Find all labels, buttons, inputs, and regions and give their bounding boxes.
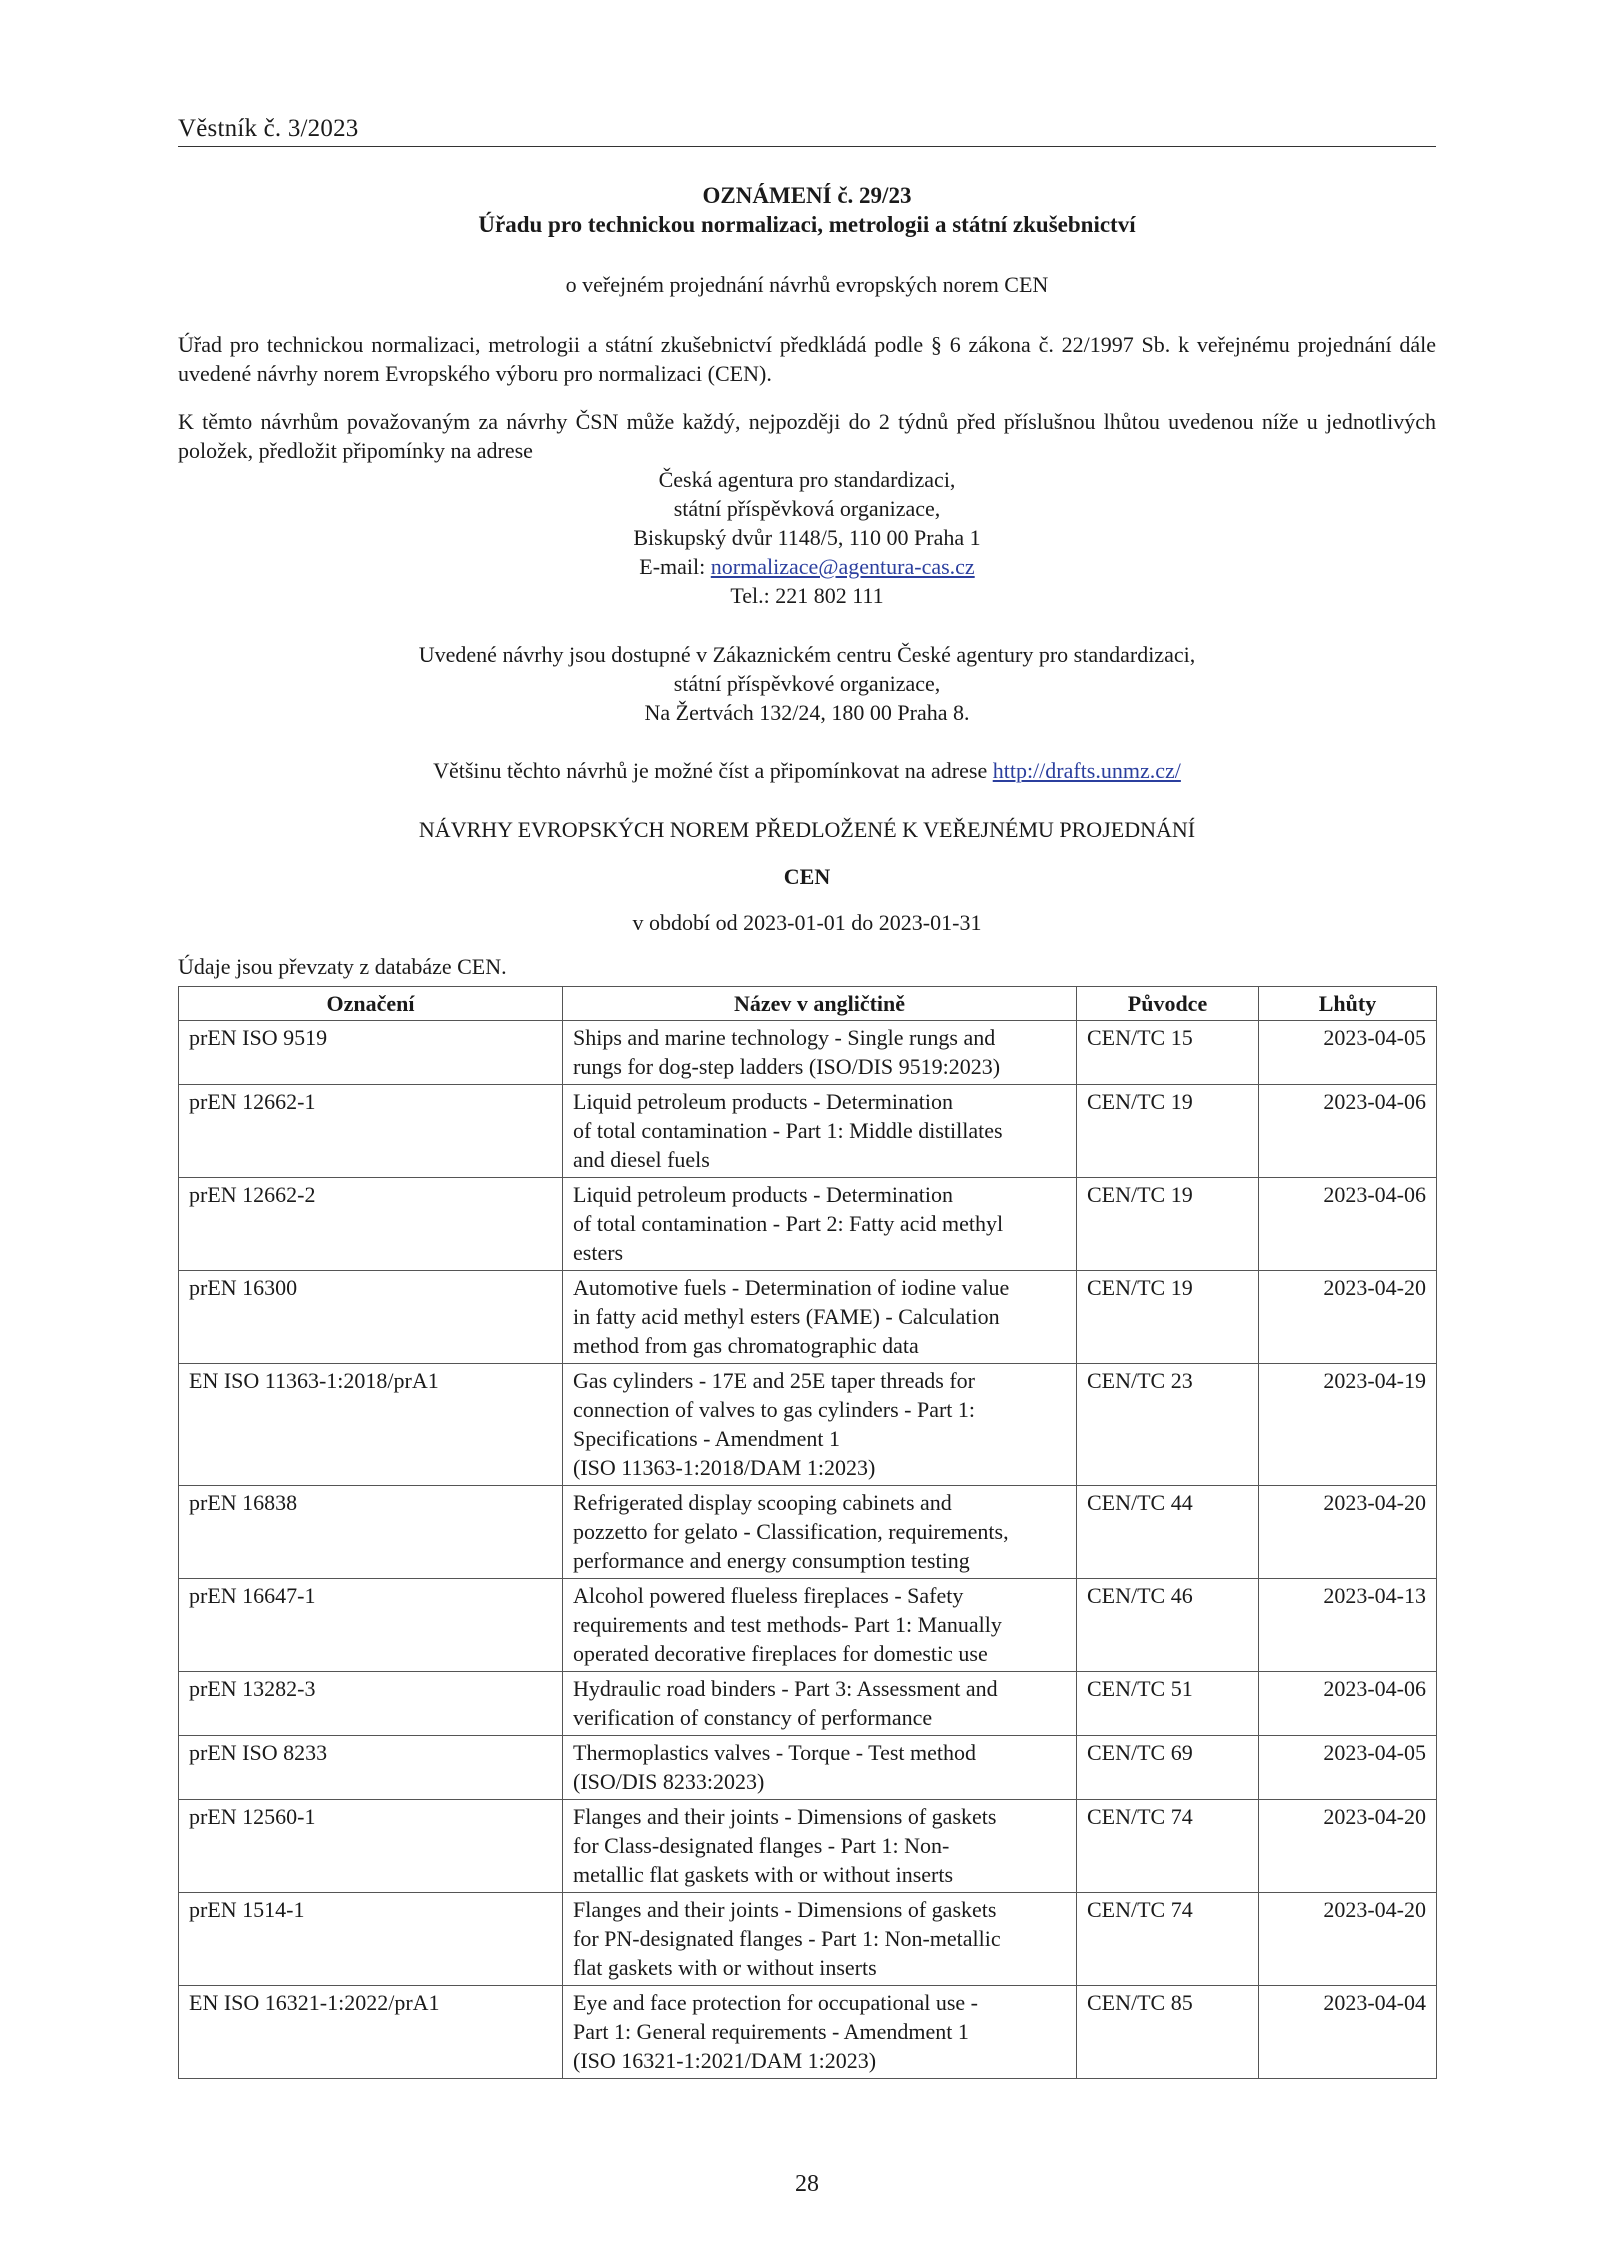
title-line: method from gas chromatographic data: [573, 1333, 919, 1358]
drafts-link[interactable]: http://drafts.unmz.cz/: [992, 758, 1181, 783]
title-cell: [563, 1178, 1077, 1271]
title-line: for PN-designated flanges - Part 1: Non-metallic: [573, 1926, 1001, 1951]
designation-cell: prEN 16300: [179, 1271, 563, 1364]
designation-cell: prEN ISO 8233: [179, 1736, 563, 1800]
deadline-cell: 2023-04-20: [1259, 1800, 1437, 1893]
title-line: Automotive fuels - Determination of iodine value: [573, 1275, 1010, 1300]
address-line-1: Česká agentura pro standardizaci,: [658, 467, 956, 492]
table-row: [179, 1579, 1437, 1672]
address-email: [178, 552, 1436, 581]
intro-paragraph-2: K těmto návrhům považovaným za návrhy ČSN může každý, nejpozději do 2 týdnů před příslušnou lhůtou uvedenou níže u jednotlivých položek, předložit připomínky na adrese: [178, 409, 1436, 463]
page-number: 28: [795, 2171, 819, 2197]
title-line: pozzetto for gelato - Classification, requirements,: [573, 1519, 1009, 1544]
designation-cell: prEN ISO 9519: [179, 1021, 563, 1085]
title-cell: [563, 1672, 1077, 1736]
title-line: and diesel fuels: [573, 1147, 710, 1172]
title-line: Refrigerated display scooping cabinets and: [573, 1490, 952, 1515]
announcement-subject: o veřejném projednání návrhů evropských norem CEN: [565, 272, 1049, 297]
title-cell: [563, 1800, 1077, 1893]
origin-cell: CEN/TC 19: [1077, 1271, 1259, 1364]
table-header-row: [179, 987, 1437, 1021]
table-row: [179, 1800, 1437, 1893]
origin-cell: CEN/TC 85: [1077, 1986, 1259, 2079]
deadline-cell: 2023-04-20: [1259, 1271, 1437, 1364]
col-header-deadline: Lhůty: [1259, 987, 1437, 1021]
designation-cell: prEN 16838: [179, 1486, 563, 1579]
table-row: [179, 1178, 1437, 1271]
origin-cell: CEN/TC 74: [1077, 1800, 1259, 1893]
journal-issue: Věstník č. 3/2023: [178, 115, 359, 142]
availability-line-2: státní příspěvkové organizace,: [673, 671, 941, 696]
title-cell: [563, 1986, 1077, 2079]
title-line: Specifications - Amendment 1: [573, 1426, 840, 1451]
designation-cell: prEN 16647-1: [179, 1579, 563, 1672]
title-line: Thermoplastics valves - Torque - Test method: [573, 1740, 977, 1765]
title-line: Gas cylinders - 17E and 25E taper threads for: [573, 1368, 975, 1393]
title-line: Hydraulic road binders - Part 3: Assessment and: [573, 1676, 998, 1701]
table-row: [179, 1672, 1437, 1736]
announcement-office: Úřadu pro technickou normalizaci, metrologii a státní zkušebnictví: [478, 212, 1136, 237]
title-line: Eye and face protection for occupational use -: [573, 1990, 978, 2015]
deadline-cell: 2023-04-13: [1259, 1579, 1437, 1672]
designation-cell: prEN 12560-1: [179, 1800, 563, 1893]
title-line: metallic flat gaskets with or without inserts: [573, 1862, 954, 1887]
table-row: [179, 1085, 1437, 1178]
table-body: [179, 1021, 1437, 2079]
deadline-cell: 2023-04-20: [1259, 1486, 1437, 1579]
deadline-cell: 2023-04-05: [1259, 1021, 1437, 1085]
norms-table: [178, 986, 1437, 2079]
table-row: [179, 1486, 1437, 1579]
origin-cell: CEN/TC 46: [1077, 1579, 1259, 1672]
email-link[interactable]: normalizace@agentura-cas.cz: [710, 554, 975, 579]
designation-cell: prEN 1514-1: [179, 1893, 563, 1986]
table-row: [179, 1736, 1437, 1800]
title-cell: [563, 1736, 1077, 1800]
title-line: (ISO 16321-1:2021/DAM 1:2023): [573, 2048, 877, 2073]
deadline-cell: 2023-04-06: [1259, 1178, 1437, 1271]
title-line: flat gaskets with or without inserts: [573, 1955, 877, 1980]
table-row: [179, 1364, 1437, 1486]
designation-cell: EN ISO 11363-1:2018/prA1: [179, 1364, 563, 1486]
section-period: v období od 2023-01-01 do 2023-01-31: [632, 910, 982, 935]
origin-cell: CEN/TC 19: [1077, 1085, 1259, 1178]
title-line: Liquid petroleum products - Determination: [573, 1089, 954, 1114]
deadline-cell: 2023-04-19: [1259, 1364, 1437, 1486]
title-cell: [563, 1271, 1077, 1364]
title-line: Part 1: General requirements - Amendment 1: [573, 2019, 969, 2044]
availability-block: [178, 640, 1436, 727]
title-line: requirements and test methods- Part 1: Manually: [573, 1612, 1002, 1637]
col-header-designation: Označení: [179, 987, 563, 1021]
designation-cell: prEN 13282-3: [179, 1672, 563, 1736]
intro-paragraph-1: Úřad pro technickou normalizaci, metrologii a státní zkušebnictví předkládá podle § 6 zákona č. 22/1997 Sb. k veřejnému projednání dále uvedené návrhy norem Evropského výboru pro normalizaci (CEN).: [178, 332, 1436, 386]
origin-cell: CEN/TC 74: [1077, 1893, 1259, 1986]
origin-cell: CEN/TC 51: [1077, 1672, 1259, 1736]
address-line-3: Biskupský dvůr 1148/5, 110 00 Praha 1: [633, 525, 981, 550]
title-line: Ships and marine technology - Single rungs and: [573, 1025, 996, 1050]
title-line: (ISO 11363-1:2018/DAM 1:2023): [573, 1455, 876, 1480]
table-row: [179, 1893, 1437, 1986]
title-line: connection of valves to gas cylinders - Part 1:: [573, 1397, 976, 1422]
table-row: [179, 1271, 1437, 1364]
title-line: of total contamination - Part 1: Middle distillates: [573, 1118, 1003, 1143]
deadline-cell: 2023-04-05: [1259, 1736, 1437, 1800]
designation-cell: EN ISO 16321-1:2022/prA1: [179, 1986, 563, 2079]
source-note: Údaje jsou převzaty z databáze CEN.: [178, 954, 507, 979]
deadline-cell: 2023-04-06: [1259, 1085, 1437, 1178]
designation-cell: prEN 12662-1: [179, 1085, 563, 1178]
deadline-cell: 2023-04-20: [1259, 1893, 1437, 1986]
online-text: Většinu těchto návrhů je možné číst a připomínkovat na adrese: [433, 758, 993, 783]
table-row: [179, 1021, 1437, 1085]
deadline-cell: 2023-04-06: [1259, 1672, 1437, 1736]
origin-cell: CEN/TC 15: [1077, 1021, 1259, 1085]
address-line-2: státní příspěvková organizace,: [673, 496, 941, 521]
title-cell: [563, 1893, 1077, 1986]
title-line: of total contamination - Part 2: Fatty acid methyl: [573, 1211, 1004, 1236]
title-line: Flanges and their joints - Dimensions of gaskets: [573, 1897, 997, 1922]
title-line: Liquid petroleum products - Determination: [573, 1182, 954, 1207]
running-header: [178, 111, 1436, 147]
title-line: verification of constancy of performance: [573, 1705, 933, 1730]
title-cell: [563, 1579, 1077, 1672]
origin-cell: CEN/TC 44: [1077, 1486, 1259, 1579]
title-line: performance and energy consumption testing: [573, 1548, 970, 1573]
origin-cell: CEN/TC 23: [1077, 1364, 1259, 1486]
online-note: [178, 756, 1436, 785]
origin-cell: CEN/TC 19: [1077, 1178, 1259, 1271]
col-header-origin: Původce: [1077, 987, 1259, 1021]
address-block: [178, 465, 1436, 610]
email-label: E-mail:: [639, 554, 711, 579]
announcement-number: OZNÁMENÍ č. 29/23: [702, 183, 912, 208]
title-line: in fatty acid methyl esters (FAME) - Calculation: [573, 1304, 1000, 1329]
title-line: (ISO/DIS 8233:2023): [573, 1769, 765, 1794]
title-line: Alcohol powered flueless fireplaces - Safety: [573, 1583, 964, 1608]
origin-cell: CEN/TC 69: [1077, 1736, 1259, 1800]
col-header-title: Název v angličtině: [563, 987, 1077, 1021]
document-page: [178, 0, 1436, 2263]
address-phone: Tel.: 221 802 111: [730, 583, 884, 608]
availability-line-1: Uvedené návrhy jsou dostupné v Zákaznickém centru České agentury pro standardizaci,: [418, 642, 1196, 667]
title-line: Flanges and their joints - Dimensions of gaskets: [573, 1804, 997, 1829]
title-line: operated decorative fireplaces for domestic use: [573, 1641, 988, 1666]
title-line: rungs for dog-step ladders (ISO/DIS 9519:2023): [573, 1054, 1001, 1079]
deadline-cell: 2023-04-04: [1259, 1986, 1437, 2079]
title-cell: [563, 1486, 1077, 1579]
table-row: [179, 1986, 1437, 2079]
section-body: CEN: [783, 864, 831, 889]
title-line: esters: [573, 1240, 624, 1265]
title-cell: [563, 1364, 1077, 1486]
title-cell: [563, 1085, 1077, 1178]
section-heading: NÁVRHY EVROPSKÝCH NOREM PŘEDLOŽENÉ K VEŘEJNÉMU PROJEDNÁNÍ: [418, 817, 1196, 842]
designation-cell: prEN 12662-2: [179, 1178, 563, 1271]
title-cell: [563, 1021, 1077, 1085]
availability-line-3: Na Žertvách 132/24, 180 00 Praha 8.: [644, 700, 970, 725]
title-line: for Class-designated flanges - Part 1: Non-: [573, 1833, 950, 1858]
